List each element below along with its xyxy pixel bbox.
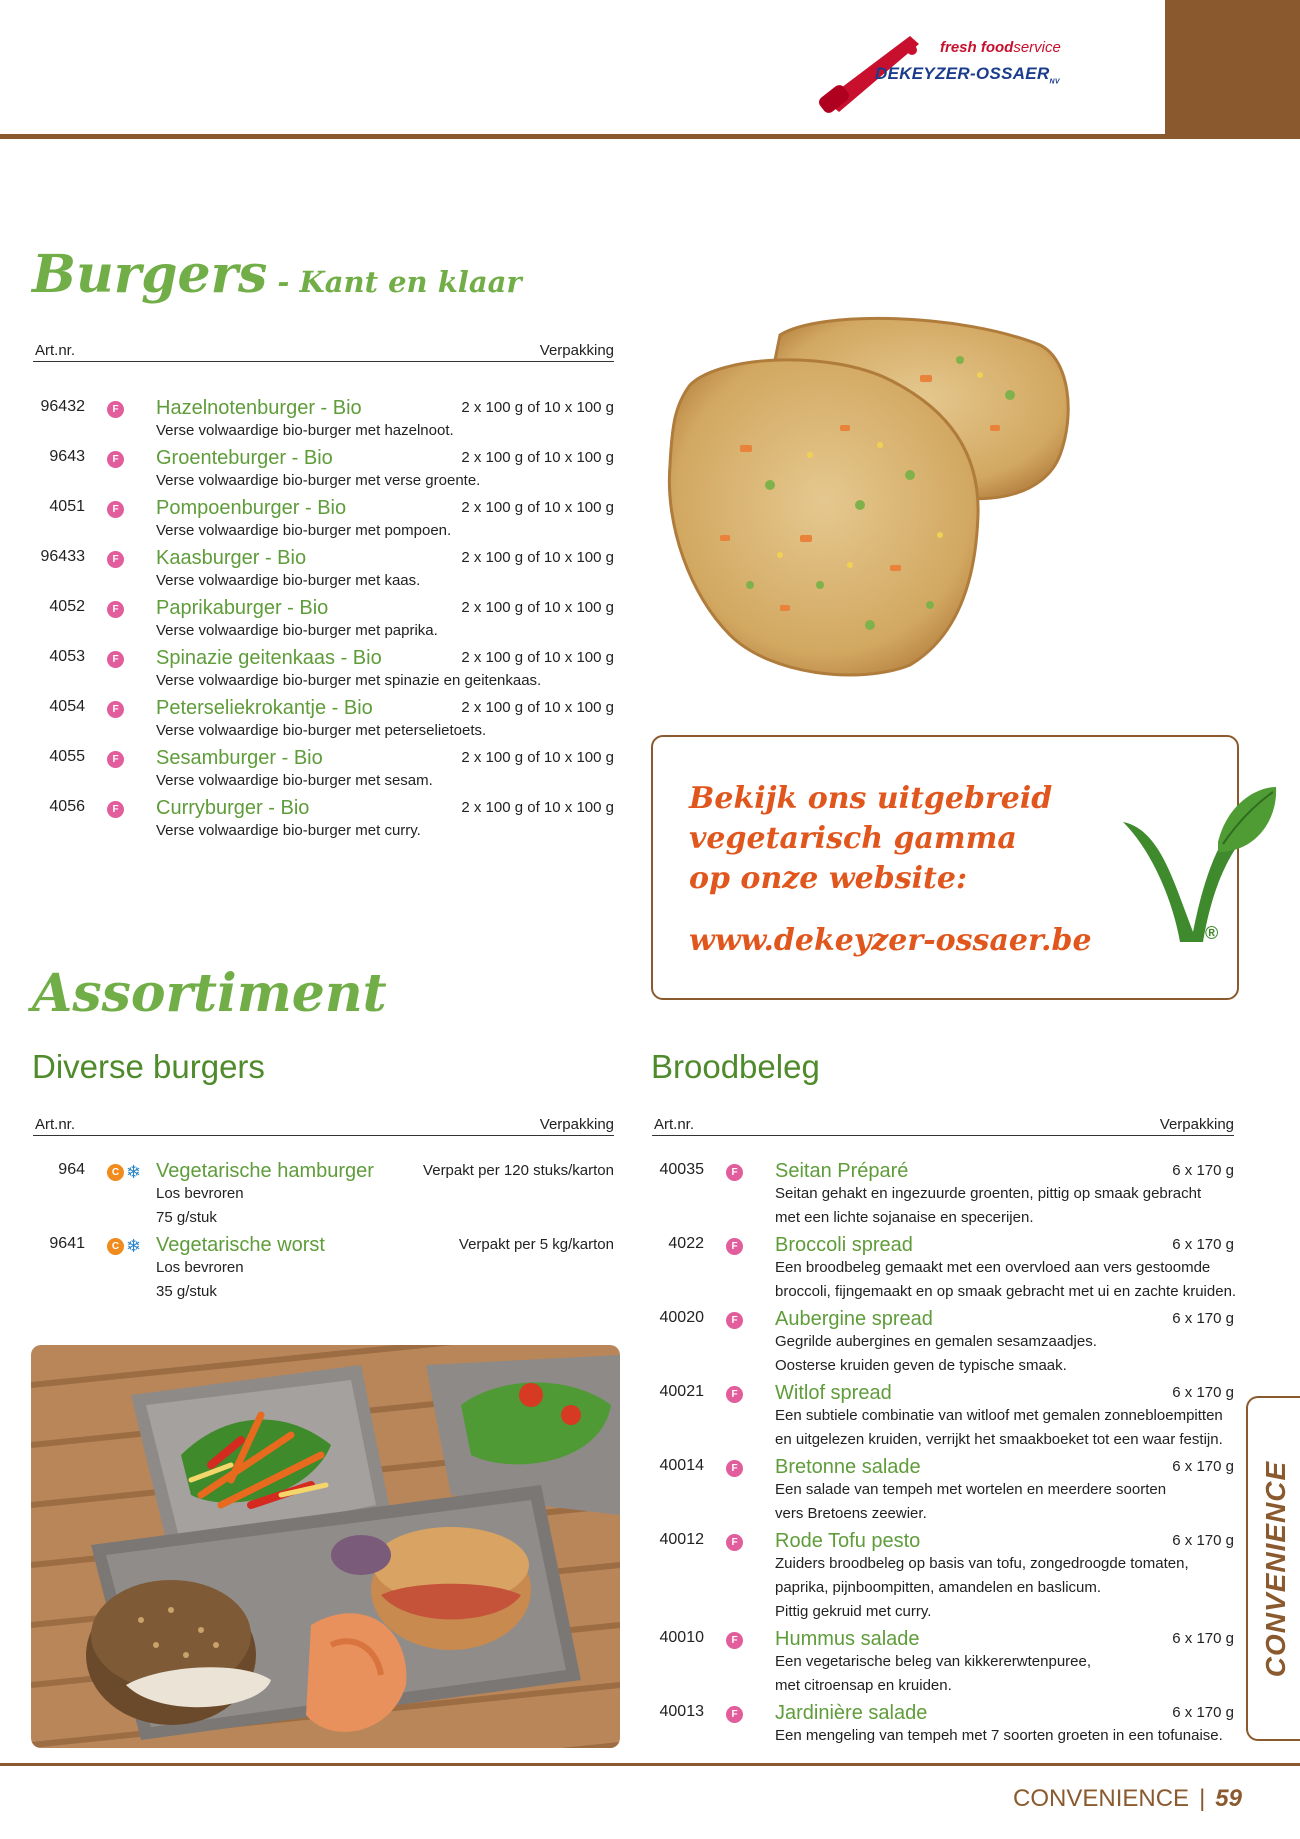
col-art-label: Art.nr. (35, 342, 76, 359)
product-description: Seitan gehakt en ingezuurde groenten, pittig op smaak gebracht (775, 1185, 1202, 1202)
list-item (33, 747, 614, 797)
product-name: Bretonne salade (775, 1456, 921, 1478)
list-item (33, 1160, 614, 1234)
product-name: Hummus salade (775, 1628, 920, 1650)
packaging: 6 x 170 g (1172, 1458, 1234, 1475)
art-number: 9643 (49, 448, 85, 465)
product-description: Oosterse kruiden geven de typische smaak. (775, 1357, 1067, 1374)
packaging: 2 x 100 g of 10 x 100 g (461, 799, 614, 816)
product-description: Een vegetarische beleg van kikkererwtenpuree, (775, 1653, 1092, 1670)
product-weight: 35 g/stuk (156, 1283, 217, 1300)
art-number: 40020 (659, 1309, 704, 1326)
promo-text: Bekijk ons uitgebreid vegetarisch gamma op onze website: (689, 781, 1053, 896)
packaging: 2 x 100 g of 10 x 100 g (461, 599, 614, 616)
fresh-badge-icon: F (107, 551, 124, 568)
packaging: 6 x 170 g (1172, 1704, 1234, 1721)
art-number: 4054 (49, 698, 85, 715)
product-description: broccoli, fijngemaakt en op smaak gebracht met ui en zachte kruiden. (775, 1283, 1237, 1300)
product-name: Vegetarische worst (156, 1234, 325, 1256)
burger-salad-photo (31, 1345, 620, 1748)
packaging: 6 x 170 g (1172, 1310, 1234, 1327)
packaging: 6 x 170 g (1172, 1532, 1234, 1549)
art-number: 96433 (40, 548, 85, 565)
product-description: Verse volwaardige bio-burger met sesam. (156, 772, 433, 789)
footer-section: CONVENIENCE (1013, 1785, 1190, 1812)
logo-name: DEKEYZER-$OSSAER_{NV}$ (875, 64, 1060, 86)
packaging: 2 x 100 g of 10 x 100 g (461, 649, 614, 666)
col-art-label: Art.nr. (35, 1116, 76, 1133)
product-description: Een broodbeleg gemaakt met een overvloed aan vers gestoomde (775, 1259, 1211, 1276)
page-footer (1013, 1785, 1242, 1813)
product-description: vers Bretoens zeewier. (775, 1505, 927, 1522)
art-number: 96432 (40, 398, 85, 415)
fresh-badge-icon: F (107, 801, 124, 818)
list-item (33, 397, 614, 447)
product-description: Verse volwaardige bio-burger met spinazie en geitenkaas. (156, 672, 542, 689)
registered-mark: ® (1205, 923, 1219, 943)
fresh-badge-icon: F (107, 701, 124, 718)
product-description: Verse volwaardige bio-burger met verse groente. (156, 472, 481, 489)
art-number: 40013 (659, 1703, 704, 1720)
broodbeleg-heading: Broodbeleg (651, 1048, 820, 1085)
diverse-burgers-heading: Diverse burgers (32, 1048, 265, 1085)
product-description: Verse volwaardige bio-burger met paprika. (156, 622, 438, 639)
promo-box (651, 735, 1239, 1000)
fresh-badge-icon: F (726, 1632, 743, 1649)
packaging: 2 x 100 g of 10 x 100 g (461, 699, 614, 716)
logo-tagline: fresh foodservice (940, 39, 1061, 56)
list-item (33, 697, 614, 747)
frozen-snowflake-icon: ❄ (126, 1236, 142, 1256)
fresh-badge-icon: F (726, 1312, 743, 1329)
product-name: Sesamburger - Bio (156, 747, 323, 769)
art-number: 40014 (659, 1457, 704, 1474)
fresh-badge-icon: F (726, 1386, 743, 1403)
fresh-badge-icon: F (107, 401, 124, 418)
product-name: Aubergine spread (775, 1308, 933, 1330)
assortiment-heading: Assortiment (32, 963, 387, 1024)
packaging: 2 x 100 g of 10 x 100 g (461, 449, 614, 466)
art-number: 4055 (49, 748, 85, 765)
list-item (33, 647, 614, 697)
product-description: Verse volwaardige bio-burger met peterselietoets. (156, 722, 487, 739)
side-tab-label: CONVENIENCE (1260, 1460, 1291, 1677)
product-name: Peterseliekrokantje - Bio (156, 697, 373, 719)
packaging: 2 x 100 g of 10 x 100 g (461, 399, 614, 416)
product-description: Een mengeling van tempeh met 7 soorten groeten in een tofunaise. (775, 1727, 1223, 1744)
list-item (652, 1382, 1234, 1456)
product-name: Vegetarische hamburger (156, 1160, 374, 1182)
fresh-badge-icon: F (726, 1238, 743, 1255)
chilled-badge-icon: C (107, 1238, 124, 1255)
product-description: Zuiders broodbeleg op basis van tofu, zongedroogde tomaten, (775, 1555, 1189, 1572)
list-item (652, 1234, 1237, 1308)
product-name: Hazelnotenburger - Bio (156, 397, 362, 419)
fresh-badge-icon: F (107, 751, 124, 768)
frozen-snowflake-icon: ❄ (126, 1162, 142, 1182)
product-name: Spinazie geitenkaas - Bio (156, 647, 382, 669)
fresh-badge-icon: F (726, 1164, 743, 1181)
product-name: Paprikaburger - Bio (156, 597, 329, 619)
product-name: Groenteburger - Bio (156, 447, 333, 469)
section-side-tab (1246, 1396, 1300, 1741)
product-description: Gegrilde aubergines en gemalen sesamzaadjes. (775, 1333, 1097, 1350)
product-name: Seitan Préparé (775, 1160, 909, 1182)
list-item (652, 1160, 1234, 1234)
list-item (652, 1456, 1234, 1530)
product-name: Pompoenburger - Bio (156, 497, 347, 519)
company-logo (815, 30, 1075, 120)
product-name: Broccoli spread (775, 1234, 913, 1256)
art-number: 9641 (49, 1235, 85, 1252)
list-item (33, 497, 614, 547)
burgers-table-header (33, 336, 614, 362)
product-description: Een subtiele combinatie van witloof met gemalen zonnebloempitten (775, 1407, 1223, 1424)
col-pack-label: Verpakking (539, 1116, 614, 1133)
art-number: 964 (58, 1161, 85, 1178)
bottom-rule (0, 1763, 1300, 1766)
product-weight: 75 g/stuk (156, 1209, 217, 1226)
fresh-badge-icon: F (726, 1706, 743, 1723)
art-number: 4022 (668, 1235, 704, 1252)
packaging: 6 x 170 g (1172, 1384, 1234, 1401)
packaging: 2 x 100 g of 10 x 100 g (461, 749, 614, 766)
packaging: 6 x 170 g (1172, 1162, 1234, 1179)
product-description: Verse volwaardige bio-burger met hazelnoot. (156, 422, 454, 439)
chilled-badge-icon: C (107, 1164, 124, 1181)
veggie-burger-photo (660, 305, 1070, 690)
fresh-badge-icon: F (726, 1460, 743, 1477)
product-description: Verse volwaardige bio-burger met kaas. (156, 572, 421, 589)
product-description: en uitgelezen kruiden, verrijkt het smaakboeket tot een waar festijn. (775, 1431, 1223, 1448)
product-description: met citroensap en kruiden. (775, 1677, 952, 1694)
product-description: Pittig gekruid met curry. (775, 1603, 932, 1620)
col-pack-label: Verpakking (1159, 1116, 1234, 1133)
product-description: Een salade van tempeh met wortelen en meerdere soorten (775, 1481, 1167, 1498)
footer-separator: | (1199, 1785, 1206, 1812)
packaging: 6 x 170 g (1172, 1236, 1234, 1253)
list-item (652, 1530, 1234, 1628)
art-number: 4051 (49, 498, 85, 515)
fresh-badge-icon: F (107, 601, 124, 618)
product-description: paprika, pijnboompitten, amandelen en baslicum. (775, 1579, 1102, 1596)
diverse-table-header (33, 1110, 614, 1136)
col-art-label: Art.nr. (654, 1116, 695, 1133)
corner-tab (1165, 0, 1300, 136)
product-name: Rode Tofu pesto (775, 1530, 921, 1552)
list-item (33, 547, 614, 597)
art-number: 4053 (49, 648, 85, 665)
fresh-badge-icon: F (107, 501, 124, 518)
product-description: met een lichte sojanaise en specerijen. (775, 1209, 1034, 1226)
product-description: Verse volwaardige bio-burger met curry. (156, 822, 421, 839)
fresh-badge-icon: F (726, 1534, 743, 1551)
website-link[interactable]: www.dekeyzer-ossaer.be (689, 923, 1092, 958)
list-item (33, 797, 614, 847)
list-item (652, 1308, 1234, 1382)
art-number: 4056 (49, 798, 85, 815)
art-number: 40035 (659, 1161, 704, 1178)
list-item (652, 1628, 1234, 1702)
list-item (33, 597, 614, 647)
packaging: 2 x 100 g of 10 x 100 g (461, 549, 614, 566)
packaging: Verpakt per 5 kg/karton (458, 1236, 614, 1253)
packaging: 6 x 170 g (1172, 1630, 1234, 1647)
list-item (33, 447, 614, 497)
vegetarian-v-logo-icon (1118, 782, 1278, 952)
broodbeleg-table-header (652, 1110, 1234, 1136)
page-number: 59 (1215, 1785, 1242, 1812)
burgers-heading: Burgers - Kant en klaar (32, 244, 522, 305)
art-number: 40010 (659, 1629, 704, 1646)
product-description: Los bevroren (156, 1185, 244, 1202)
list-item (652, 1702, 1234, 1752)
col-pack-label: Verpakking (539, 342, 614, 359)
art-number: 40012 (659, 1531, 704, 1548)
top-rule (0, 134, 1300, 139)
product-description: Los bevroren (156, 1259, 244, 1276)
packaging: 2 x 100 g of 10 x 100 g (461, 499, 614, 516)
fresh-badge-icon: F (107, 651, 124, 668)
list-item (33, 1234, 614, 1308)
fresh-badge-icon: F (107, 451, 124, 468)
product-name: Curryburger - Bio (156, 797, 310, 819)
art-number: 4052 (49, 598, 85, 615)
product-name: Kaasburger - Bio (156, 547, 307, 569)
packaging: Verpakt per 120 stuks/karton (423, 1162, 614, 1179)
art-number: 40021 (659, 1383, 704, 1400)
product-name: Witlof spread (775, 1382, 892, 1404)
product-name: Jardinière salade (775, 1702, 928, 1724)
product-description: Verse volwaardige bio-burger met pompoen. (156, 522, 452, 539)
